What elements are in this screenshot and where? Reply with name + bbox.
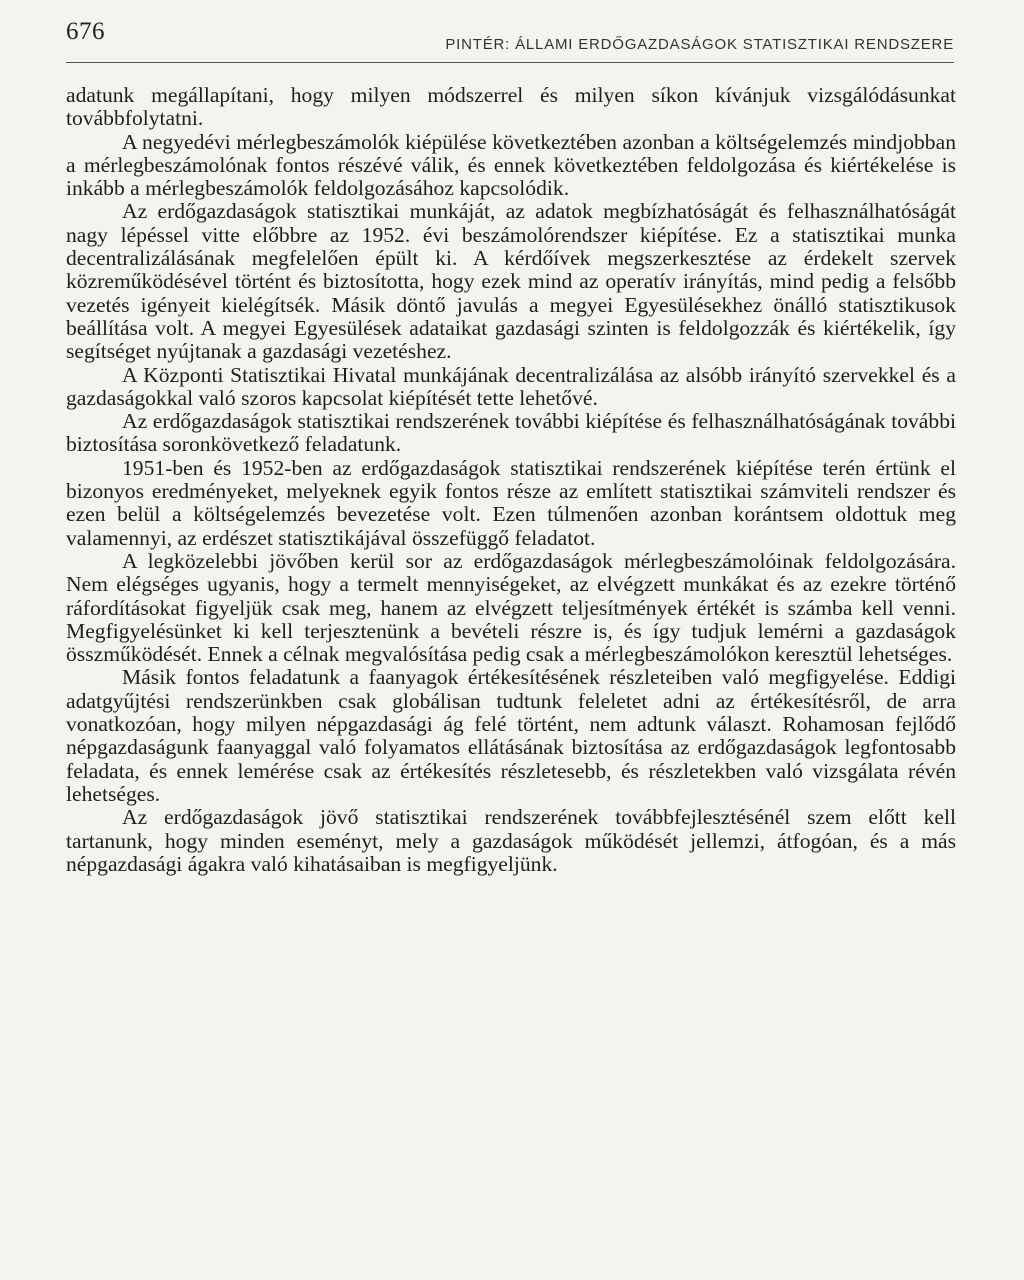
paragraph-balance-sheet: A negyedévi mérlegbeszámolók kiépülése következtében azonban a költségelemzés mindjobban a mérlegbeszámolónak fontos részévé válik, és ennek következtében feldolgozása és kiértékelése is inkább a mérlegbeszámolók feldolgozásához kapcsolódik. xyxy=(66,129,956,201)
paragraph-continuation: adatunk megállapítani, hogy milyen módszerrel és milyen síkon kívánjuk vizsgálódásunkat továbbfolytatni. xyxy=(66,83,956,131)
paragraph-central-office: A Központi Statisztikai Hivatal munkájának decentralizálása az alsóbb irányító szervekkel és a gazdaságokkal való szoros kapcsolat kiépítését tette lehetővé. xyxy=(66,362,956,410)
paragraph-reporting-system: Az erdőgazdaságok statisztikai munkáját, az adatok megbízhatóságát és felhasználhatóságát nagy lépéssel vitte előbbre az 1952. évi beszámolórendszer kiépítése. Ez a statisztikai munka decentralizálásának megfelelően épült ki. A kérdőívek megszerkesztése az érdekelt szervek közreműködésével történt és biztosította, hogy ezek mind az operatív irányítás, mind pedig a felsőbb vezetés igényeit kielégítsék. Másik döntő javulás a megyei Egyesülésekhez önálló statisztikusok beállítása volt. A megyei Egyesülések adataikat gazdasági szinten is feldolgozzák és kiértékelik, így segítséget nyújtanak a gazdasági vezetéshez. xyxy=(66,199,956,364)
paragraph-balance-processing: A legközelebbi jövőben kerül sor az erdőgazdaságok mérlegbeszámolóinak feldolgozására. Nem elégséges ugyanis, hogy a termelt mennyiségeket, az elvégzett munkákat és az ezekre történő ráfordításokat figyeljük csak meg, hanem az elvégzett teljesítmények értékét is számba kell venni. Megfigyelésünket ki kell terjesztenünk a bevételi részre is, és így tudjuk lemérni a gazdaságok összműködését. Ennek a célnak megvalósítása pedig csak a mérlegbeszámolókon keresztül lehetséges. xyxy=(66,548,956,667)
page-number: 676 xyxy=(66,18,105,45)
body-text xyxy=(66,84,956,876)
page-header xyxy=(66,18,954,62)
header-rule xyxy=(66,62,954,63)
paragraph-future-development: Az erdőgazdaságok jövő statisztikai rendszerének továbbfejlesztésénél szem előtt kell tartanunk, hogy minden eseményt, mely a gazdaságok működését jellemzi, átfogóan, és a más népgazdasági ágakra való kihatásaiban is megfigyeljünk. xyxy=(66,805,956,876)
paragraph-results-1951-1952: 1951-ben és 1952-ben az erdőgazdaságok statisztikai rendszerének kiépítése terén értünk el bizonyos eredményeket, melyeknek egyik fontos része az említett statisztikai számviteli rendszer és ezen belül a költségelemzés bevezetése volt. Ezen túlmenően azonban korántsem oldottuk meg valamennyi, az erdészet statisztikájával összefüggő feladatot. xyxy=(66,455,956,550)
paragraph-next-task: Az erdőgazdaságok statisztikai rendszerének további kiépítése és felhasználhatóságának további biztosítása soronkövetkező feladatunk. xyxy=(66,409,956,457)
paragraph-timber-sales: Másik fontos feladatunk a faanyagok értékesítésének részleteiben való megfigyelése. Eddigi adatgyűjtési rendszerünkben csak globálisan tudtunk feleletet adni az értékesítésről, de arra vonatkozóan, hogy milyen népgazdasági ág felé történt, nem adtunk választ. Rohamosan fejlődő népgazdaságunk faanyaggal való folyamatos ellátásának biztosítása az erdőgazdaságok legfontosabb feladata, és ennek lemérése csak az értékesítés részletesebb, és részletekben való vizsgálata révén lehetséges. xyxy=(66,665,956,806)
running-head: PINTÉR: ÁLLAMI ERDŐGAZDASÁGOK STATISZTIKAI RENDSZERE xyxy=(445,36,954,53)
